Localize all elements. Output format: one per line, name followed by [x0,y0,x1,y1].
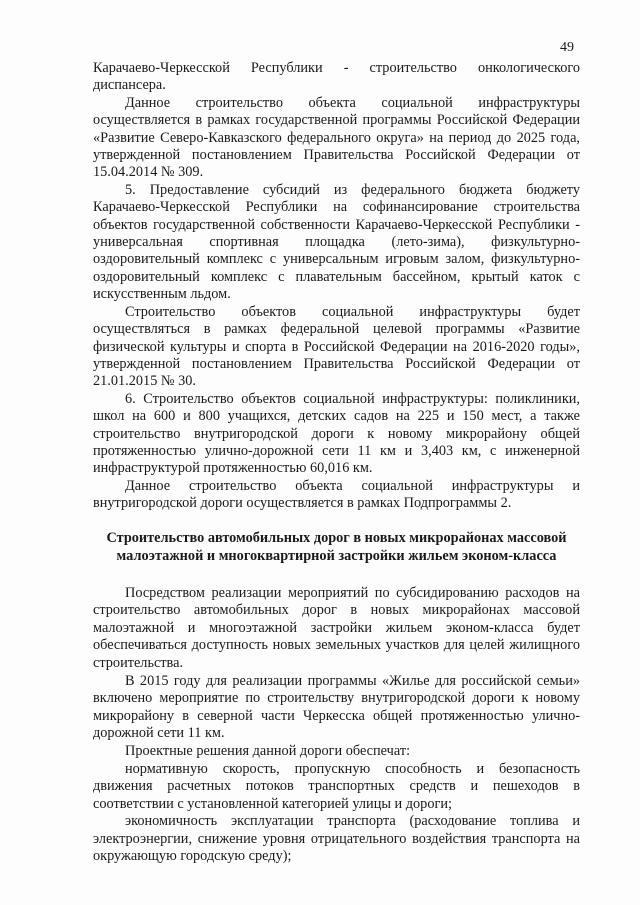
paragraph-item-6: 6. Строительство объектов социальной инфраструктуры: поликлиники, школ на 600 и 800 учащихся, детских садов на 225 и 150 мест, а также строительство внутригородской дороги к новому микрорайону общей протяженностью улично-дорожной сети 11 км и 3,403 км, с инженерной инфраструктурой протяженностью 60,016 км. [93,390,580,477]
paragraph: Строительство объектов социальной инфраструктуры будет осуществляться в рамках федеральной целевой программы «Развитие физической культуры и спорта в Российской Федерации на 2016-2020 годы», утвержденной постановлением Правительства Российской Федерации от 21.01.2015 № 30. [93,303,580,390]
paragraph: Проектные решения данной дороги обеспечат: [125,742,411,759]
paragraph: Данное строительство объекта социальной инфраструктуры осуществляется в рамках государственной программы Российской Федерации «Развитие Северо-Кавказского федерального округа» на период до 2025 года, утвержденной постановлением Правительства Российской Федерации от 15.04.2014 № 309. [93,94,580,181]
document-body [93,60,580,866]
paragraph: В 2015 году для реализации программы «Жилье для российской семьи» включено мероприятие по строительству внутригородской дороги к новому микрорайону в северной части Черкесска общей протяженностью улично-дорожной сети 11 км. [93,672,580,742]
section-heading: Строительство автомобильных дорог в новых микрорайонах массовой малоэтажной и многоквартирной застройки жильем эконом-класса [106,529,567,564]
page-number: 49 [560,40,574,55]
paragraph-continuation: Карачаево-Черкесской Республики - строительство онкологического диспансера. [93,60,580,94]
paragraph: Посредством реализации мероприятий по субсидированию расходов на строительство автомобильных дорог в новых микрорайонах массовой малоэтажной и многоэтажной застройки жильем эконом-класса будет обеспечиваться доступность новых земельных участков для целей жилищного строительства. [93,584,580,671]
paragraph: Данное строительство объекта социальной инфраструктуры и внутригородской дороги осуществляется в рамках Подпрограммы 2. [93,477,580,512]
section-body [93,585,580,867]
list-item: экономичность эксплуатации транспорта (расходование топлива и электроэнергии, снижение уровня отрицательного воздействия транспорта на окружающую городскую среду); [93,813,580,865]
paragraph-item-5: 5. Предоставление субсидий из федерального бюджета бюджету Карачаево-Черкесской Республики на софинансирование строительства объектов государственной собственности Карачаево-Черкесской Республики - универсальная спортивная площадка (лето-зима), физкультурно-оздоровительный комплекс с универсальным игровым залом, физкультурно-оздоровительный комплекс с плавательным бассейном, крытый каток с искусственным льдом. [93,181,580,303]
list-item: нормативную скорость, пропускную способность и безопасность движения расчетных потоков транспортных средств и пешеходов в соответствии с установленной категорией улицы и дороги; [93,760,580,812]
